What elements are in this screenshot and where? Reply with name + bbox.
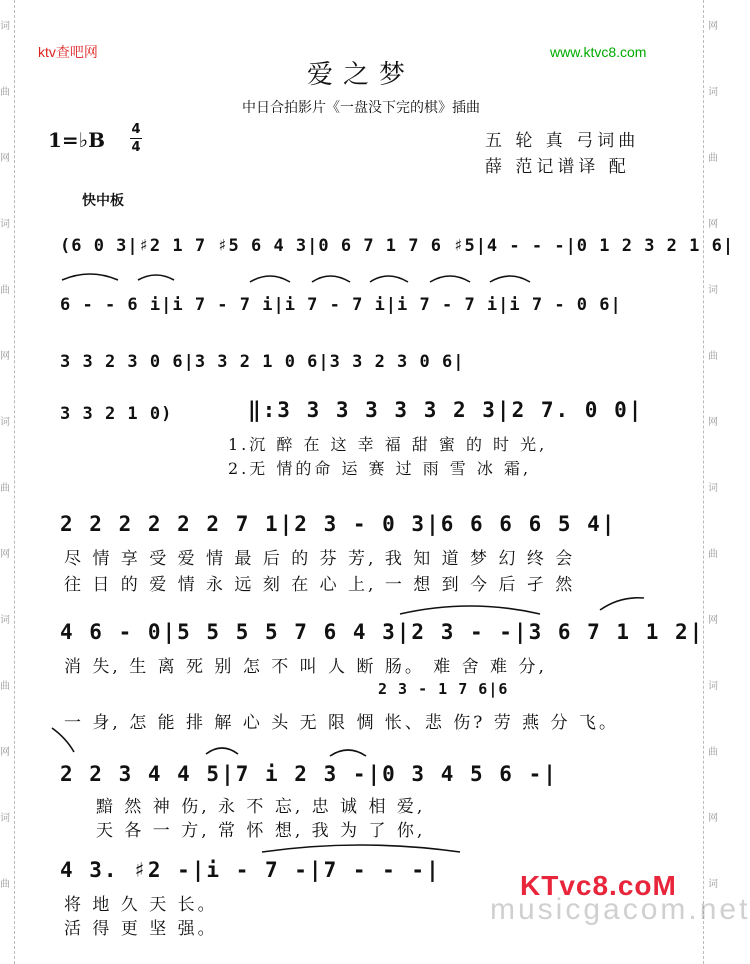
side-mark: 词: [708, 483, 718, 494]
slur: [600, 598, 644, 610]
arranger-credit: 薛 范记谱译 配: [485, 157, 630, 177]
ktvc8-watermark-logo: KTvc8.coM: [520, 870, 677, 901]
side-mark: 词: [0, 615, 10, 626]
side-mark: 网: [0, 153, 10, 164]
side-mark: 词: [708, 285, 718, 296]
score-line-1: (6 0 3|♯2 1 7 ♯5 6 4 3|0 6 7 1 7 6 ♯5|4 - - -|0 1 2 3 2 1 6|: [60, 236, 735, 256]
side-mark: 网: [708, 219, 718, 230]
side-mark: 词: [0, 21, 10, 32]
score-line-8: 4 3. ♯2 -|i - 7 -|7 - - -|: [60, 858, 441, 882]
side-mark: 词: [0, 219, 10, 230]
lyric-line-7-verse1: 黯 然 神 伤, 永 不 忘, 忠 诚 相 爱,: [96, 797, 426, 817]
side-mark: 词: [0, 813, 10, 824]
side-mark: 词: [708, 879, 718, 890]
lyric-line-5-verse2: 往 日 的 爱 情 永 远 刻 在 心 上, 一 想 到 今 后 孑 然: [64, 575, 576, 595]
key-signature: 1=♭B: [48, 128, 106, 152]
side-mark: 曲: [0, 483, 10, 494]
side-mark: 网: [708, 417, 718, 428]
lyric-line-6b: 一 身, 怎 能 排 解 心 头 无 限 惆 怅、悲 伤? 劳 燕 分 飞。: [64, 713, 619, 733]
lyricist-credit: 五 轮 真 弓词曲: [485, 131, 640, 151]
score-line-4-verse: ‖:3 3 3 3 3 3 2 3|2 7. 0 0|: [248, 398, 644, 422]
slur: [370, 276, 408, 282]
side-mark: 曲: [0, 87, 10, 98]
side-mark: 词: [708, 681, 718, 692]
score-line-3: 3 3 2 3 0 6|3 3 2 1 0 6|3 3 2 3 0 6|: [60, 352, 465, 372]
side-mark: 词: [708, 87, 718, 98]
lyric-line-6: 消 失, 生 离 死 别 怎 不 叫 人 断 肠。 难 舍 难 分,: [64, 657, 547, 677]
slur: [430, 276, 470, 282]
side-mark: 曲: [708, 351, 718, 362]
side-mark: 曲: [0, 285, 10, 296]
slur: [206, 748, 238, 754]
slur: [330, 750, 366, 756]
side-mark: 曲: [708, 747, 718, 758]
song-title: 爱之梦: [306, 60, 415, 90]
score-line-7: 2 2 3 4 4 5|7 i 2 3 -|0 3 4 5 6 -|: [60, 762, 558, 786]
lyric-line-4-verse1: 1.沉 醉 在 这 幸 福 甜 蜜 的 时 光,: [228, 435, 548, 454]
slur: [262, 845, 460, 852]
lyric-line-8-verse1: 将 地 久 天 长。: [64, 895, 218, 915]
score-line-6: 4 6 - 0|5 5 5 5 7 6 4 3|2 3 - -|3 6 7 1 1 2|: [60, 620, 705, 644]
side-mark: 网: [0, 747, 10, 758]
score-line-6-alt: 2 3 - 1 7 6|6: [378, 680, 509, 698]
lyric-line-8-verse2: 活 得 更 坚 强。: [64, 919, 218, 939]
site-name-left[interactable]: ktv查吧网: [38, 44, 98, 60]
meter-bottom: 4: [131, 140, 141, 155]
side-mark: 曲: [0, 879, 10, 890]
lyric-line-4-verse2: 2.无 情的命 运 赛 过 雨 雪 冰 霜,: [228, 459, 532, 478]
side-mark: 曲: [708, 153, 718, 164]
musicga-watermark: musicgacom.net: [490, 893, 750, 926]
side-mark: 曲: [0, 681, 10, 692]
slur: [52, 728, 74, 752]
slur: [312, 276, 350, 282]
slur: [250, 276, 290, 282]
slur: [400, 606, 540, 614]
site-url-right[interactable]: www.ktvc8.com: [550, 44, 647, 60]
side-mark: 曲: [708, 549, 718, 560]
side-mark: 网: [0, 351, 10, 362]
lyric-line-7-verse2: 天 各 一 方, 常 怀 想, 我 为 了 你,: [96, 821, 426, 841]
slur: [138, 275, 174, 280]
side-mark: 网: [0, 549, 10, 560]
song-subtitle: 中日合拍影片《一盘没下完的棋》插曲: [242, 100, 480, 116]
score-line-5: 2 2 2 2 2 2 7 1|2 3 - 0 3|6 6 6 6 5 4|: [60, 512, 617, 536]
lyric-line-5-verse1: 尽 情 享 受 爱 情 最 后 的 芬 芳, 我 知 道 梦 幻 终 会: [64, 549, 576, 569]
side-mark: 词: [0, 417, 10, 428]
score-line-4-intro: 3 3 2 1 0): [60, 404, 173, 424]
tempo-marking: 快中板: [82, 193, 124, 209]
slur: [490, 276, 530, 282]
side-mark: 网: [708, 21, 718, 32]
side-mark: 网: [708, 813, 718, 824]
slur: [62, 274, 118, 280]
side-mark: 网: [708, 615, 718, 626]
score-line-2: 6 - - 6 i|i 7 - 7 i|i 7 - 7 i|i 7 - 7 i|i 7 - 0 6|: [60, 295, 622, 315]
meter-top: 4: [131, 122, 141, 137]
